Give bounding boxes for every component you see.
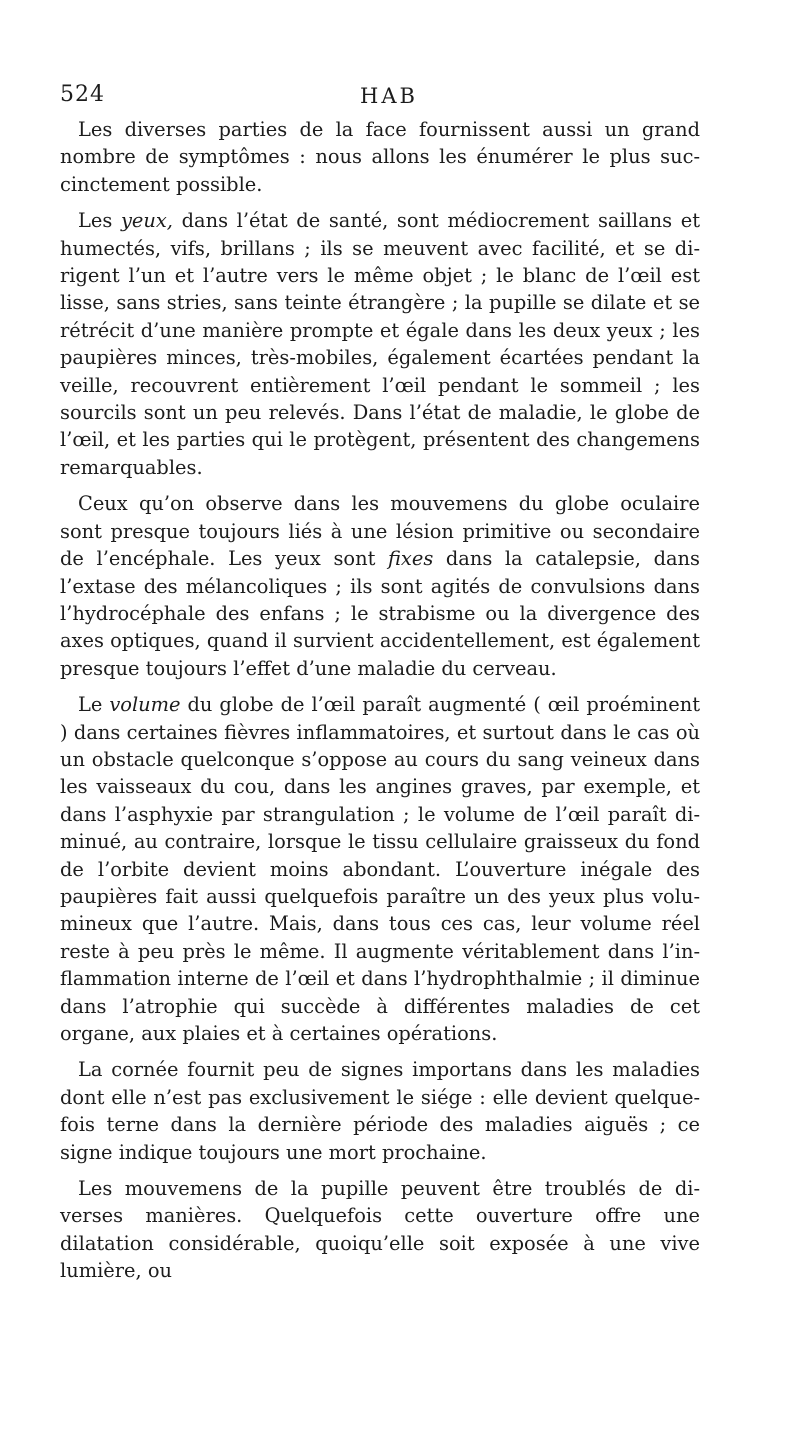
text-run: Les diverses parties de la face fournissent aussi un grand nombre de symptômes : nous allons les énumérer le plus succinctement possible. bbox=[60, 118, 700, 196]
paragraph-eye-movements bbox=[60, 490, 700, 682]
italic-term: fixes bbox=[387, 547, 434, 571]
paragraph-cornea bbox=[60, 1056, 700, 1166]
paragraph-eyes-health bbox=[60, 207, 700, 481]
page-number: 524 bbox=[60, 82, 105, 107]
italic-term: volume bbox=[109, 693, 181, 717]
text-run: Les bbox=[78, 209, 121, 233]
running-head: HAB bbox=[360, 84, 418, 108]
book-page bbox=[60, 82, 700, 1294]
text-run: dans la catalepsie, dans l’extase des mélancoliques ; ils sont agités de convulsions dans l’hydrocéphale des enfans ; le strabisme ou la divergence des axes optiques, quand il survient accidentellement, est également presque toujours l’effet d’une maladie du cerveau. bbox=[60, 547, 700, 680]
paragraph-face-symptoms bbox=[60, 116, 700, 198]
body-text bbox=[60, 116, 700, 1285]
paragraph-pupil bbox=[60, 1175, 700, 1285]
paragraph-eye-volume bbox=[60, 691, 700, 1047]
text-run: du globe de l’œil paraît augmenté ( œil proéminent ) dans certaines fièvres inflammatoires, et surtout dans le cas où un obstacle quelconque s’oppose au cours du sang veineux dans les vaisseaux du cou, dans les angines graves, par exemple, et dans l’asphyxie par strangulation ; le volume de l’œil paraît diminué, au contraire, lorsque le tissu cellulaire graisseux du fond de l’orbite devient moins abondant. L’ouverture inégale des paupières fait aussi quelquefois paraître un des yeux plus volumineux que l’autre. Mais, dans tous ces cas, leur volume réel reste à peu près le même. Il augmente véritablement dans l’inflammation interne de l’œil et dans l’hydrophthalmie ; il diminue dans l’atrophie qui succède à différentes maladies de cet organe, aux plaies et à certaines opérations. bbox=[60, 693, 701, 1045]
text-run: Ceux qu’on observe dans les mouvemens du globe oculaire sont presque toujours liés à une lésion primitive ou secondaire de l’encéphale. Les yeux sont bbox=[60, 492, 700, 571]
text-run: Le bbox=[78, 693, 110, 717]
page-header bbox=[60, 82, 700, 116]
text-run: dans l’état de santé, sont médiocrement saillans et humectés, vifs, brillans ; ils se meuvent avec facilité, et se dirigent l’un et l’autre vers le même objet ; le blanc de l’œil est lisse, sans stries, sans teinte étrangère ; la pupille se dilate et se rétrécit d’une manière prompte et égale dans les deux yeux ; les paupières minces, très-mobiles, également écartées pendant la veille, recouvrent entièrement l’œil pendant le sommeil ; les sourcils sont un peu relevés. Dans l’état de maladie, le globe de l’œil, et les parties qui le protègent, présentent des changemens remarquables. bbox=[60, 209, 701, 479]
text-run: Les mouvemens de la pupille peuvent être troublés de diverses manières. Quelquefois cette ouverture offre une dilatation considérable, quoiqu’elle soit exposée à une vive lumière, ou bbox=[60, 1177, 700, 1283]
text-run: La cornée fournit peu de signes importans dans les maladies dont elle n’est pas exclusivement le siége : elle devient quelquefois terne dans la dernière période des maladies aiguës ; ce signe indique toujours une mort prochaine. bbox=[60, 1058, 700, 1164]
italic-term: yeux, bbox=[120, 209, 173, 233]
